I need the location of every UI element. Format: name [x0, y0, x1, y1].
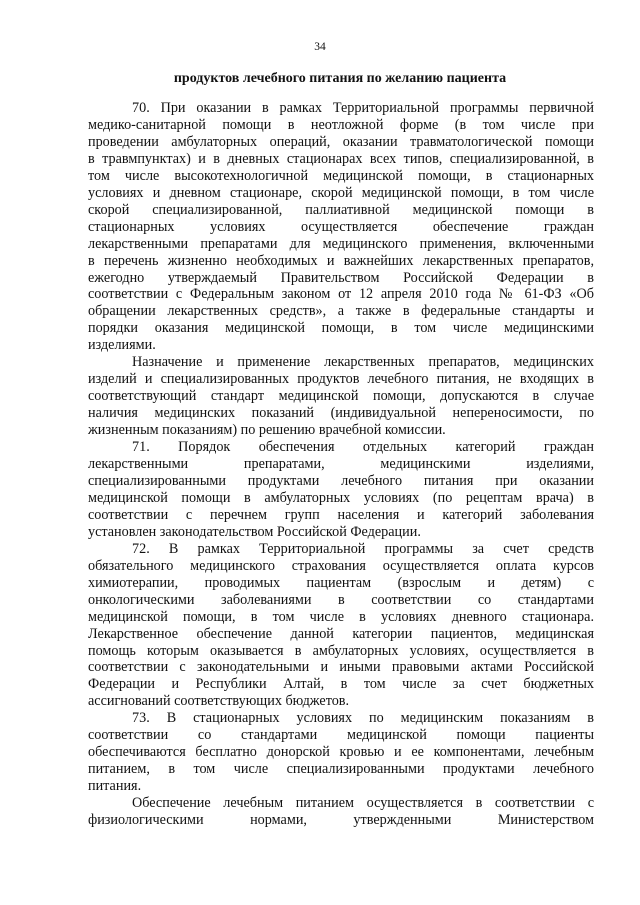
text-line: порядки оказания медицинской помощи, в том числе медицинскими [88, 320, 594, 337]
text-line: изделиями. [88, 337, 156, 354]
text-line: стационарных условиях осуществляется обеспечение граждан [88, 218, 594, 235]
section-heading: продуктов лечебного питания по желанию пациента [173, 71, 507, 86]
paragraph [88, 795, 594, 829]
text-line: обеспечиваются бесплатно донорской кровью и ее компонентами, лечебным [88, 744, 594, 761]
text-line: 71. Порядок обеспечения отдельных категорий граждан [132, 439, 594, 456]
text-line: помощь которым оказывается в амбулаторных условиях, осуществляется в [88, 642, 594, 659]
text-line: лекарственными препаратами для медицинского применения, включенными [88, 235, 594, 252]
text-line: специализированными продуктами лечебного питания при оказании [88, 472, 594, 489]
text-line: Обеспечение лечебным питанием осуществляется в соответствии с [132, 795, 594, 812]
text-line: лекарственными препаратами, медицинскими изделиями, [88, 456, 594, 473]
text-line: Назначение и применение лекарственных препаратов, медицинских [132, 354, 594, 371]
text-line: медико-санитарной помощи в неотложной форме (в том числе при [88, 116, 594, 133]
text-line: Лекарственное обеспечение данной категории пациентов, медицинская [88, 625, 594, 642]
text-line: соответствии с Федеральным законом от 12 апреля 2010 года № 61-ФЗ «Об [88, 286, 594, 303]
text-line: питанием, в том числе специализированными продуктами лечебного [88, 761, 594, 778]
text-line: обязательного медицинского страхования осуществляется оплата курсов [88, 557, 594, 574]
paragraph [88, 439, 594, 541]
text-line: ежегодно утверждаемый Правительством Российской Федерации в [88, 269, 594, 286]
paragraph [88, 100, 594, 354]
text-line: соответствии с перечнем групп населения и категорий заболевания [88, 506, 594, 523]
text-line: ассигнований соответствующих бюджетов. [88, 693, 350, 710]
text-line: установлен законодательством Российской Федерации. [88, 523, 421, 540]
text-line: медицинской помощи в амбулаторных условиях (по рецептам врача) в [88, 489, 594, 506]
text-line: 73. В стационарных условиях по медицинским показаниям в [132, 710, 594, 727]
text-line: физиологическими нормами, утвержденными Министерством [88, 812, 594, 829]
page-number: 34 [314, 41, 326, 53]
text-line: обращении лекарственных средств», а также в федеральные стандарты и [88, 303, 594, 320]
text-line: изделий и специализированных продуктов лечебного питания, не входящих в [88, 371, 594, 388]
text-line: наличия медицинских показаний (индивидуальной непереносимости, по [88, 405, 594, 422]
text-line: соответствии со стандартами медицинской помощи пациенты [88, 727, 594, 744]
text-line: в травмпунктах) и в дневных стационарах всех типов, специализированной, в [88, 150, 594, 167]
text-line: 70. При оказании в рамках Территориальной программы первичной [132, 100, 594, 116]
text-line: соответствии с законодательными и иными правовыми актами Российской [88, 659, 594, 676]
text-line: скорой специализированной, паллиативной медицинской помощи в [88, 201, 594, 218]
paragraph [88, 710, 594, 795]
text-line: условиях и дневном стационаре, скорой медицинской помощи, в том числе [88, 184, 594, 201]
text-line: жизненным показаниям) по решению врачебной комиссии. [88, 422, 446, 439]
text-line: в перечень жизненно необходимых и важнейших лекарственных препаратов, [88, 252, 594, 269]
text-line: проведении амбулаторных операций, оказании травматологической помощи [88, 133, 594, 150]
paragraph [88, 541, 594, 711]
text-line: соответствующий стандарт медицинской помощи, допускаются в случае [88, 388, 594, 405]
paragraph [88, 354, 594, 439]
text-line: 72. В рамках Территориальной программы за счет средств [132, 540, 594, 557]
text-line: медицинской помощи, в том числе в условиях дневного стационара. [88, 608, 594, 625]
text-line: том числе высокотехнологичной медицинской помощи, в стационарных [88, 167, 594, 184]
document-body [88, 100, 594, 829]
text-line: Федерации и Республики Алтай, в том числе за счет бюджетных [88, 676, 594, 693]
text-line: химиотерапии, проводимых пациентам (взрослым и детям) с [88, 574, 594, 591]
text-line: питания. [88, 778, 142, 795]
text-line: онкологическими заболеваниями в соответствии со стандартами [88, 591, 594, 608]
